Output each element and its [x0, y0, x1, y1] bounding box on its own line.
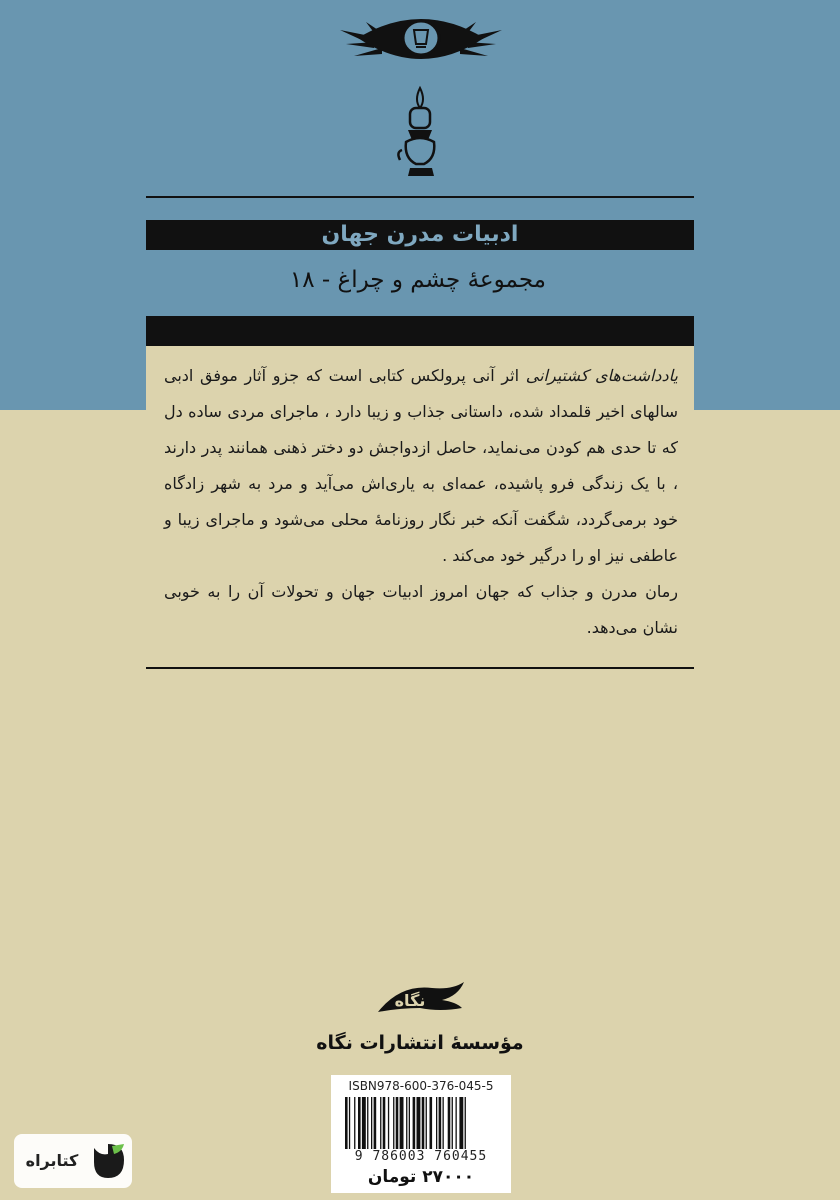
description-paragraph-2: رمان مدرن و جذاب که جهان امروز ادبیات جهان و تحولات آن را به خوبی نشان می‌دهد.: [164, 582, 678, 637]
watermark-text: کتابراه: [25, 1151, 79, 1170]
barcode-bar: [417, 1097, 421, 1149]
barcode-bar: [362, 1097, 366, 1149]
barcode-bar: [396, 1097, 399, 1149]
barcode-bar: [422, 1097, 425, 1149]
barcode-bar: [349, 1097, 350, 1149]
isbn-text: ISBN978-600-376-045-5: [348, 1079, 494, 1093]
barcode-bar: [400, 1097, 404, 1149]
price-label: ۲۷۰۰۰ تومان: [367, 1167, 475, 1187]
barcode-bar: [383, 1097, 386, 1149]
barcode-bar: [374, 1097, 377, 1149]
black-strip: [146, 316, 694, 346]
barcode-bar: [439, 1097, 442, 1149]
ketabrah-logo-icon: [90, 1142, 126, 1180]
barcode-digits: 9 786003 760455: [354, 1149, 488, 1164]
barcode-bar: [459, 1097, 463, 1149]
publisher-name: مؤسسهٔ انتشارات نگاه: [316, 1032, 524, 1054]
barcode-bar: [367, 1097, 368, 1149]
ketabrah-watermark[interactable]: [14, 1134, 132, 1188]
bottom-divider: [146, 667, 694, 669]
barcode-bar: [409, 1097, 410, 1149]
barcode-bar: [380, 1097, 381, 1149]
publisher-logo-icon: [370, 978, 470, 1018]
barcode-bar: [430, 1097, 433, 1149]
barcode-bar: [354, 1097, 355, 1149]
barcode-box: [331, 1075, 511, 1193]
top-divider: [146, 196, 694, 198]
barcode-bar: [426, 1097, 427, 1149]
barcode-bar: [371, 1097, 372, 1149]
barcode-bar: [358, 1097, 361, 1149]
barcode-bar: [436, 1097, 437, 1149]
book-title-italic: یادداشت‌های کشتیرانی: [525, 366, 679, 385]
collection-subtitle: مجموعهٔ چشم و چراغ - ۱۸: [289, 267, 546, 293]
barcode-bar: [456, 1097, 457, 1149]
barcode-bar: [465, 1097, 466, 1149]
description-paragraph-1-text: اثر آنی پرولکس کتابی است که جزو آثار موفق ادبی سالهای اخیر قلمداد شده، داستانی جذاب و زیبا دارد ، ماجرای مردی ساده دل که تا حدی هم کودن می‌نماید، حاصل ازدواجش دو دختر ذهنی همانند پدر دارند ، با یک زندگی فرو پاشیده، عمه‌ای به یاری‌اش می‌آید و مرد به شهر زادگاه خود برمی‌گردد، شگفت آنکه خبر نگار روزنامهٔ محلی می‌شود و ماجرای زیبا و عاطفی نیز او را درگیر خود می‌کند .: [164, 366, 678, 565]
barcode-bar: [443, 1097, 444, 1149]
book-description: [164, 358, 678, 646]
barcode-bar: [393, 1097, 394, 1149]
description-paragraph-1: [164, 358, 678, 574]
barcode-bar: [452, 1097, 453, 1149]
eye-lamp-emblem-icon: [336, 8, 506, 184]
barcode-icon: [343, 1097, 499, 1149]
barcode-bar: [448, 1097, 451, 1149]
barcode-bar: [345, 1097, 348, 1149]
series-title-bar: ادبیات مدرن جهان: [146, 220, 694, 250]
barcode-bar: [388, 1097, 389, 1149]
barcode-bar: [413, 1097, 416, 1149]
publisher-logo-text: نگاه: [394, 991, 426, 1010]
barcode-bar: [406, 1097, 407, 1149]
